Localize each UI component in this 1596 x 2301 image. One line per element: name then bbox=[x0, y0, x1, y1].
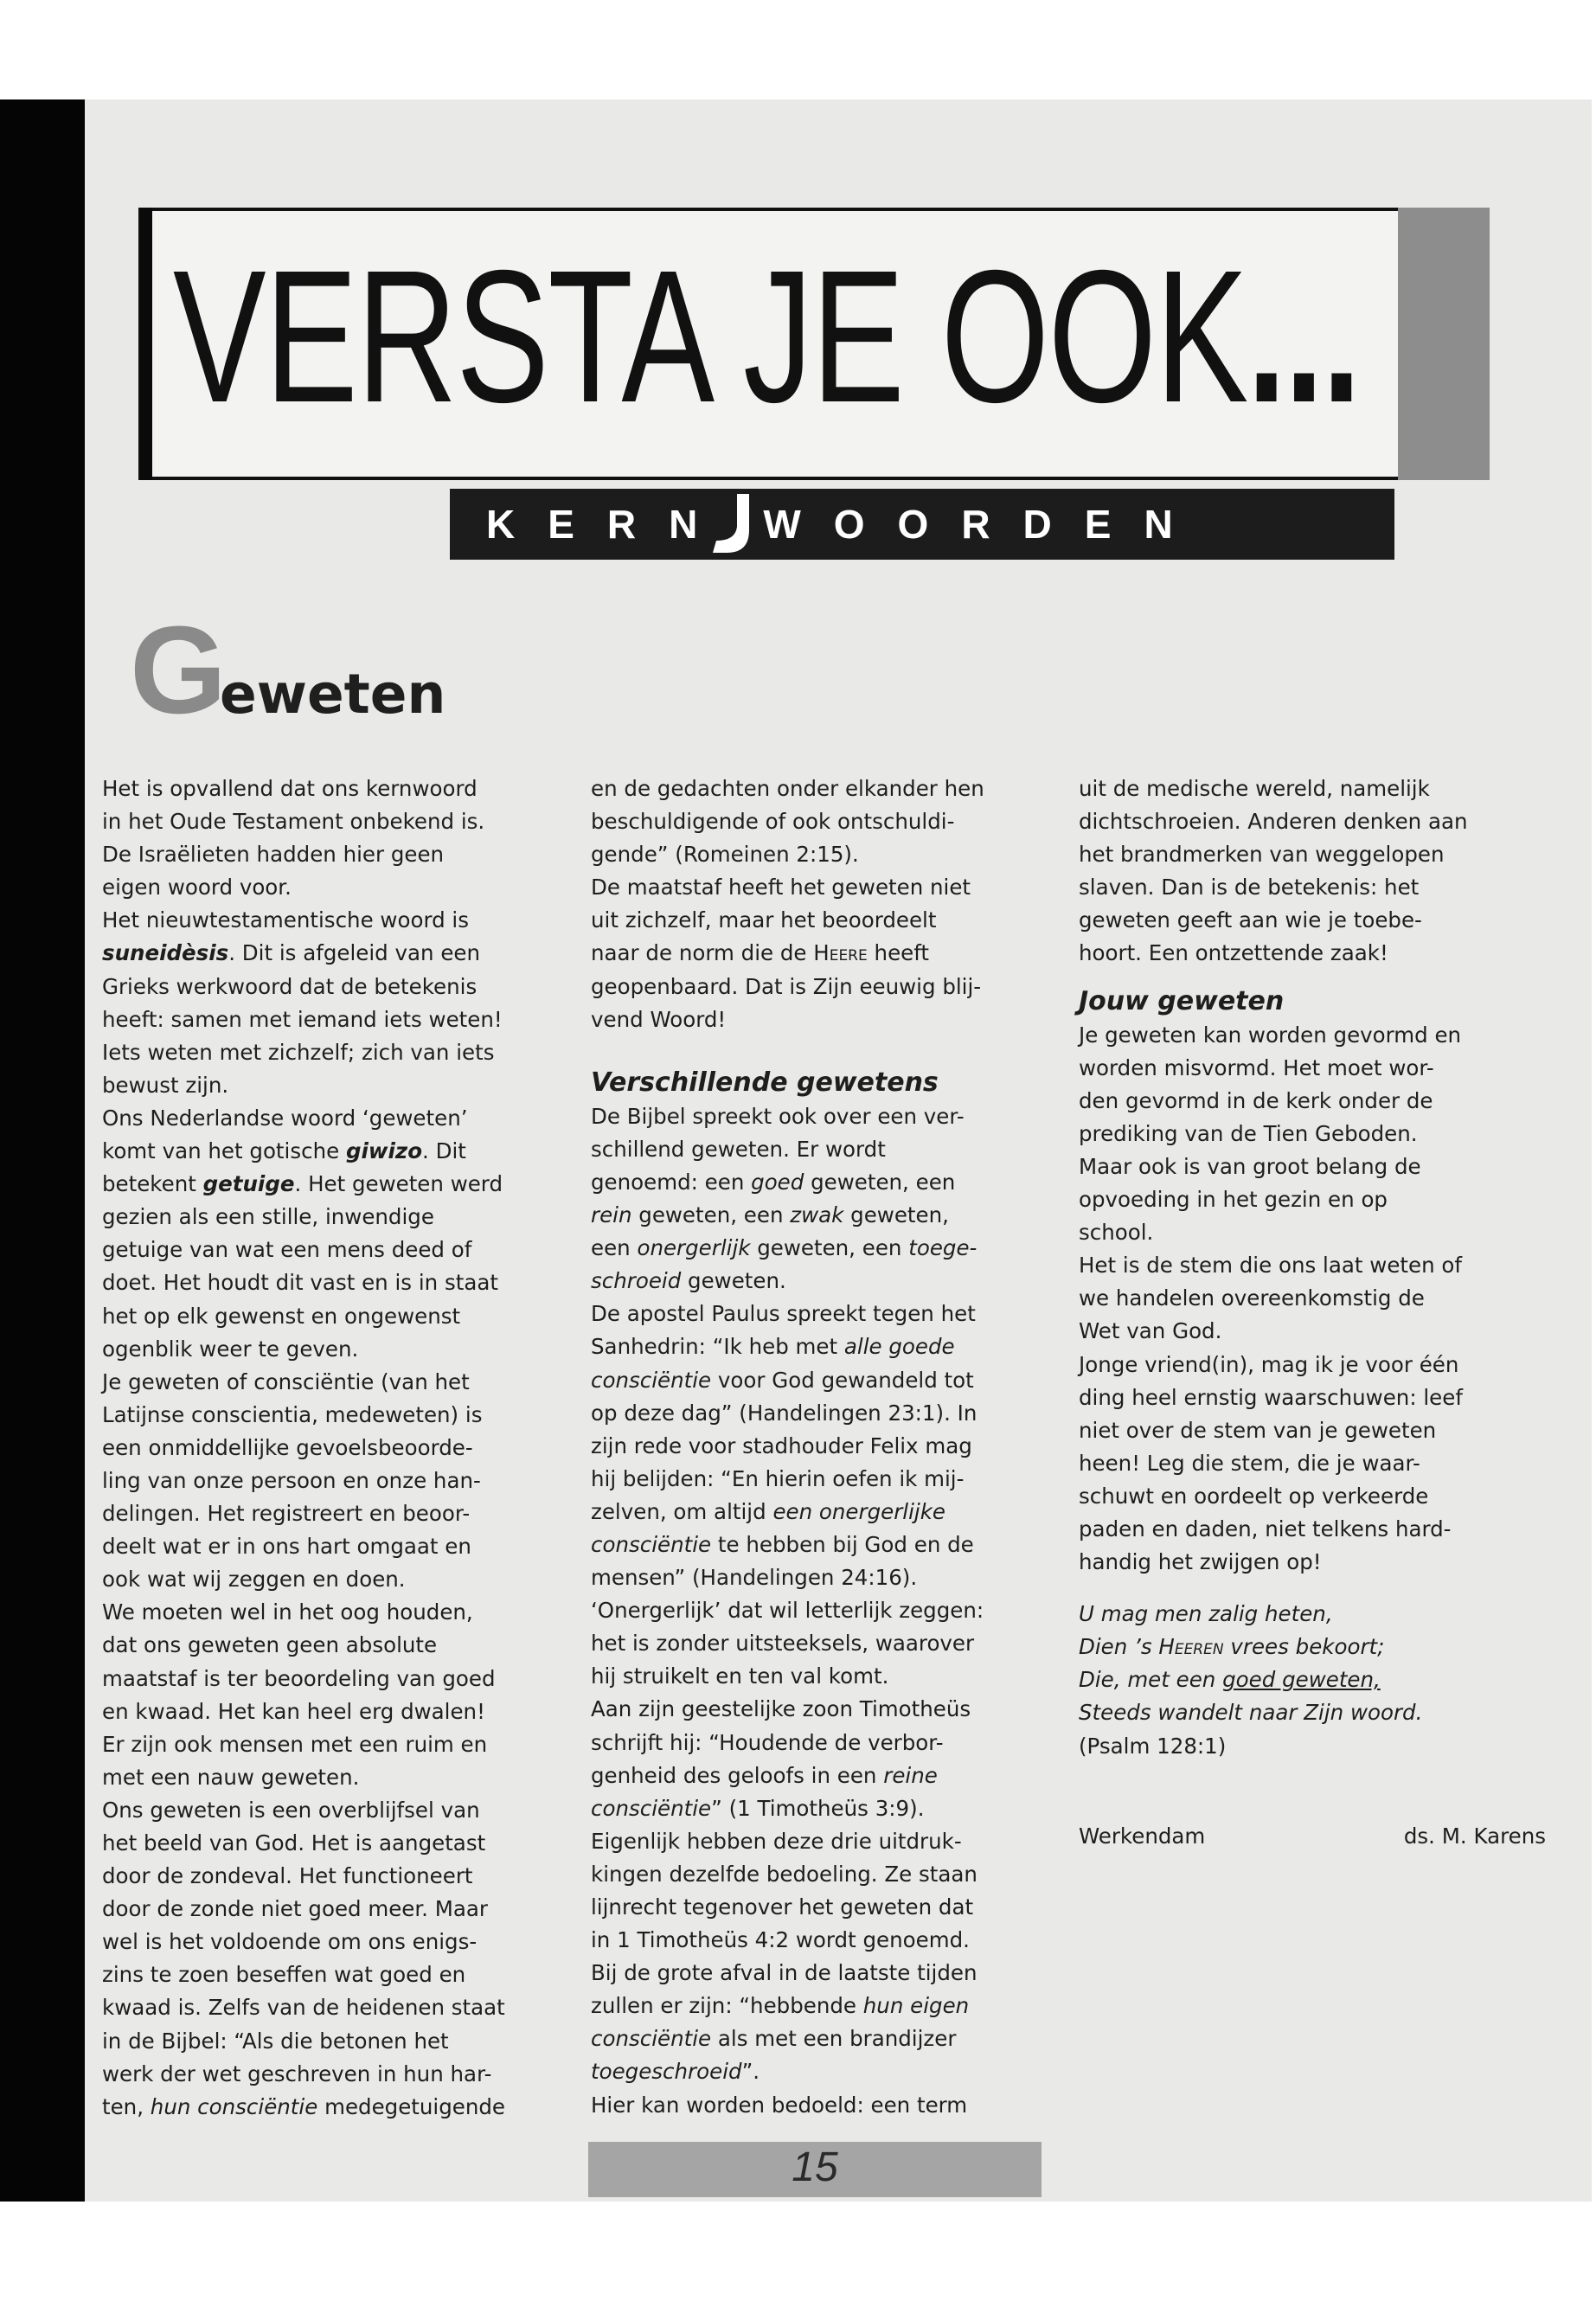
text-line: naar de norm die de Heere heeft bbox=[591, 940, 930, 966]
text-line: heen! Leg die stem, die je waar- bbox=[1079, 1450, 1420, 1476]
text-line: geopenbaard. Dat is Zijn eeuwig blij- bbox=[591, 973, 982, 999]
text-line: vend Woord! bbox=[591, 1006, 727, 1032]
text-line: Je geweten of consciëntie (van het bbox=[102, 1368, 470, 1394]
signature-author: ds. M. Karens bbox=[1403, 1823, 1546, 1849]
text-line: zins te zoen beseffen wat goed en bbox=[102, 1962, 466, 1988]
hook-icon bbox=[711, 494, 751, 554]
text-line: hoort. Een ontzettende zaak! bbox=[1079, 940, 1388, 966]
text-line: eigen woord voor. bbox=[102, 875, 292, 901]
text-line: met een nauw geweten. bbox=[102, 1764, 360, 1790]
text-line: mensen” (Handelingen 24:16). bbox=[591, 1565, 918, 1591]
text-line: worden misvormd. Het moet wor- bbox=[1079, 1054, 1434, 1080]
subheading-jouw-geweten: Jouw geweten bbox=[1079, 985, 1285, 1016]
header-title bbox=[173, 190, 1360, 484]
text-line: Iets weten met zichzelf; zich van iets bbox=[102, 1039, 495, 1065]
text-line: kwaad is. Zelfs van de heidenen staat bbox=[102, 1995, 505, 2021]
text-line: Het nieuwtestamentische woord is bbox=[102, 907, 470, 933]
text-line: schuwt en oordeelt op verkeerde bbox=[1079, 1483, 1429, 1509]
text-line: Er zijn ook mensen met een ruim en bbox=[102, 1731, 488, 1757]
text-line: ten, hun consciëntie medegetuigende bbox=[102, 2093, 505, 2119]
text-line: Maar ook is van groot belang de bbox=[1079, 1153, 1421, 1179]
text-line: doet. Het houdt dit vast en is in staat bbox=[102, 1270, 498, 1296]
text-line: consciëntie te hebben bij God en de bbox=[591, 1531, 974, 1557]
text-line: De Israëlieten hadden hier geen bbox=[102, 842, 445, 868]
text-line: Ons geweten is een overblijfsel van bbox=[102, 1797, 480, 1823]
column-1 bbox=[102, 772, 561, 2124]
poem-line: Dien ’s Heeren vrees bekoort; bbox=[1079, 1634, 1385, 1660]
text-line: werk der wet geschreven in hun har- bbox=[102, 2061, 492, 2086]
text-line: gende” (Romeinen 2:15). bbox=[591, 842, 859, 868]
text-line: Eigenlijk hebben deze drie uitdruk- bbox=[591, 1828, 962, 1854]
column-3 bbox=[1079, 772, 1546, 1853]
text-line: op deze dag” (Handelingen 23:1). In bbox=[591, 1400, 977, 1426]
text-line: een onmiddellijke gevoelsbeoorde- bbox=[102, 1434, 473, 1460]
column-2 bbox=[591, 772, 1049, 2122]
article-headline bbox=[130, 600, 446, 740]
text-line: consciëntie voor God gewandeld tot bbox=[591, 1367, 974, 1393]
poem-line: Steeds wandelt naar Zijn woord. bbox=[1079, 1700, 1423, 1726]
text-line: Grieks werkwoord dat de betekenis bbox=[102, 973, 478, 999]
text-line: en kwaad. Het kan heel erg dwalen! bbox=[102, 1698, 485, 1724]
text-line: zullen er zijn: “hebbende hun eigen bbox=[591, 1993, 970, 2019]
text-line: hij belijden: “En hierin oefen ik mij- bbox=[591, 1465, 965, 1491]
text-line: uit de medische wereld, namelijk bbox=[1079, 776, 1430, 801]
text-line: De apostel Paulus spreekt tegen het bbox=[591, 1301, 976, 1327]
text-line: in het Oude Testament onbekend is. bbox=[102, 809, 485, 835]
text-line: schrijft hij: “Houdende de verbor- bbox=[591, 1729, 944, 1755]
text-line: dichtschroeien. Anderen denken aan bbox=[1079, 809, 1468, 835]
text-line: ‘Onergerlijk’ dat wil letterlijk zeggen: bbox=[591, 1598, 984, 1624]
text-line: heeft: samen met iemand iets weten! bbox=[102, 1006, 503, 1032]
text-line: ling van onze persoon en onze han- bbox=[102, 1467, 481, 1493]
psalm-reference: (Psalm 128:1) bbox=[1079, 1733, 1227, 1759]
text-line: Hier kan worden bedoeld: een term bbox=[591, 2092, 968, 2118]
subheading-verschillende-gewetens: Verschillende gewetens bbox=[591, 1067, 939, 1098]
text-line: Het is de stem die ons laat weten of bbox=[1079, 1253, 1462, 1279]
text-line: getuige van wat een mens deed of bbox=[102, 1237, 472, 1263]
text-line: in de Bijbel: “Als die betonen het bbox=[102, 2028, 449, 2054]
text-line: Aan zijn geestelijke zoon Timotheüs bbox=[591, 1696, 971, 1722]
text-line: ding heel ernstig waarschuwen: leef bbox=[1079, 1384, 1463, 1410]
binding-edge bbox=[0, 99, 85, 2202]
term-getuige: getuige bbox=[202, 1171, 295, 1197]
text-line: en de gedachten onder elkander hen bbox=[591, 776, 984, 801]
text-line: opvoeding in het gezin en op bbox=[1079, 1187, 1388, 1213]
text-line: dat ons geweten geen absolute bbox=[102, 1632, 438, 1658]
text-line: Het is opvallend dat ons kernwoord bbox=[102, 776, 478, 801]
text-line: slaven. Dan is de betekenis: het bbox=[1079, 875, 1420, 901]
text-line: schroeid geweten. bbox=[591, 1268, 786, 1294]
text-line: het beeld van God. Het is aangetast bbox=[102, 1830, 486, 1856]
headline-initial: G bbox=[130, 600, 228, 740]
signature-place: Werkendam bbox=[1079, 1823, 1206, 1849]
text-line: paden en daden, niet telkens hard- bbox=[1079, 1516, 1452, 1541]
text-line: Ons Nederlandse woord ‘geweten’ bbox=[102, 1105, 468, 1131]
text-line: genoemd: een goed geweten, een bbox=[591, 1169, 956, 1195]
text-line: Wet van God. bbox=[1079, 1318, 1222, 1344]
text-line: suneidèsis. Dit is afgeleid van een bbox=[102, 940, 480, 966]
term-giwizo: giwizo bbox=[345, 1138, 423, 1164]
text-line: Jonge vriend(in), mag ik je voor één bbox=[1079, 1351, 1459, 1377]
text-line: kingen dezelfde bedoeling. Ze staan bbox=[591, 1861, 977, 1887]
poem-line: U mag men zalig heten, bbox=[1079, 1601, 1333, 1627]
term-suneidesis: suneidèsis bbox=[102, 940, 229, 966]
text-line: gezien als een stille, inwendige bbox=[102, 1204, 434, 1230]
text-line: zijn rede voor stadhouder Felix mag bbox=[591, 1433, 972, 1458]
header-title-text: VERSTA JE OOK bbox=[173, 232, 1247, 442]
text-line: rein geweten, een zwak geweten, bbox=[591, 1202, 949, 1228]
text-line: hij struikelt en ten val komt. bbox=[591, 1663, 889, 1689]
text-line: deelt wat er in ons hart omgaat en bbox=[102, 1534, 471, 1560]
signature-line bbox=[1079, 1820, 1546, 1853]
text-line: ogenblik weer te geven. bbox=[102, 1336, 359, 1362]
text-line: toegeschroeid”. bbox=[591, 2059, 760, 2085]
band-label-kern: KERN bbox=[486, 502, 731, 547]
text-line: het is zonder uitsteeksels, waarover bbox=[591, 1631, 975, 1657]
text-line: wel is het voldoende om ons enigs- bbox=[102, 1929, 478, 1955]
text-line: uit zichzelf, maar het beoordeelt bbox=[591, 907, 937, 933]
page-number: 15 bbox=[792, 2144, 838, 2190]
text-line: maatstaf is ter beoordeling van goed bbox=[102, 1665, 496, 1691]
text-line: De maatstaf heeft het geweten niet bbox=[591, 875, 971, 901]
text-line: door de zonde niet goed meer. Maar bbox=[102, 1896, 489, 1922]
headline-rest: eweten bbox=[220, 663, 446, 726]
text-line: school. bbox=[1079, 1220, 1154, 1246]
text-line: beschuldigende of ook ontschuldi- bbox=[591, 809, 955, 835]
text-line: schillend geweten. Er wordt bbox=[591, 1136, 886, 1162]
text-line: komt van het gotische giwizo. Dit bbox=[102, 1138, 466, 1164]
text-line: geweten geeft aan wie je toebe- bbox=[1079, 907, 1422, 933]
text-line: consciëntie als met een brandijzer bbox=[591, 2026, 957, 2052]
band-label-woorden: WOORDEN bbox=[763, 502, 1206, 547]
text-line: Latijnse conscientia, medeweten) is bbox=[102, 1401, 483, 1427]
text-line: ook wat wij zeggen en doen. bbox=[102, 1567, 406, 1593]
text-line: we handelen overeenkomstig de bbox=[1079, 1285, 1425, 1311]
text-line: zelven, om altijd een onergerlijke bbox=[591, 1498, 945, 1524]
text-line: bewust zijn. bbox=[102, 1072, 229, 1098]
text-line: delingen. Het registreert en beoor- bbox=[102, 1501, 471, 1527]
header-title-dots: ... bbox=[1247, 232, 1360, 442]
text-line: consciëntie” (1 Timotheüs 3:9). bbox=[591, 1795, 925, 1821]
header-gray-block bbox=[1398, 208, 1490, 480]
header-left-bar bbox=[140, 208, 152, 480]
text-line: het op elk gewenst en ongewenst bbox=[102, 1303, 461, 1329]
text-line: in 1 Timotheüs 4:2 wordt genoemd. bbox=[591, 1927, 970, 1953]
text-line: door de zondeval. Het functioneert bbox=[102, 1863, 473, 1889]
text-line: genheid des geloofs in een reine bbox=[591, 1762, 938, 1788]
text-line: handig het zwijgen op! bbox=[1079, 1549, 1322, 1575]
text-line: een onergerlijk geweten, een toege- bbox=[591, 1235, 977, 1261]
text-line: We moeten wel in het oog houden, bbox=[102, 1599, 473, 1625]
kernwoorden-band bbox=[450, 489, 1394, 560]
psalm-quote bbox=[1079, 1598, 1546, 1762]
text-line: het brandmerken van weggelopen bbox=[1079, 842, 1445, 868]
text-line: De Bijbel spreekt ook over een ver- bbox=[591, 1103, 965, 1129]
text-line: den gevormd in de kerk onder de bbox=[1079, 1087, 1433, 1113]
text-line: niet over de stem van je geweten bbox=[1079, 1417, 1437, 1443]
poem-line: Die, met een goed geweten, bbox=[1079, 1667, 1381, 1693]
text-line: betekent getuige. Het geweten werd bbox=[102, 1171, 503, 1197]
text-line: Je geweten kan worden gevormd en bbox=[1079, 1022, 1462, 1048]
text-line: Sanhedrin: “Ik heb met alle goede bbox=[591, 1334, 955, 1360]
text-line: prediking van de Tien Geboden. bbox=[1079, 1120, 1418, 1146]
text-line: lijnrecht tegenover het geweten dat bbox=[591, 1894, 974, 1920]
text-line: Bij de grote afval in de laatste tijden bbox=[591, 1960, 977, 1986]
